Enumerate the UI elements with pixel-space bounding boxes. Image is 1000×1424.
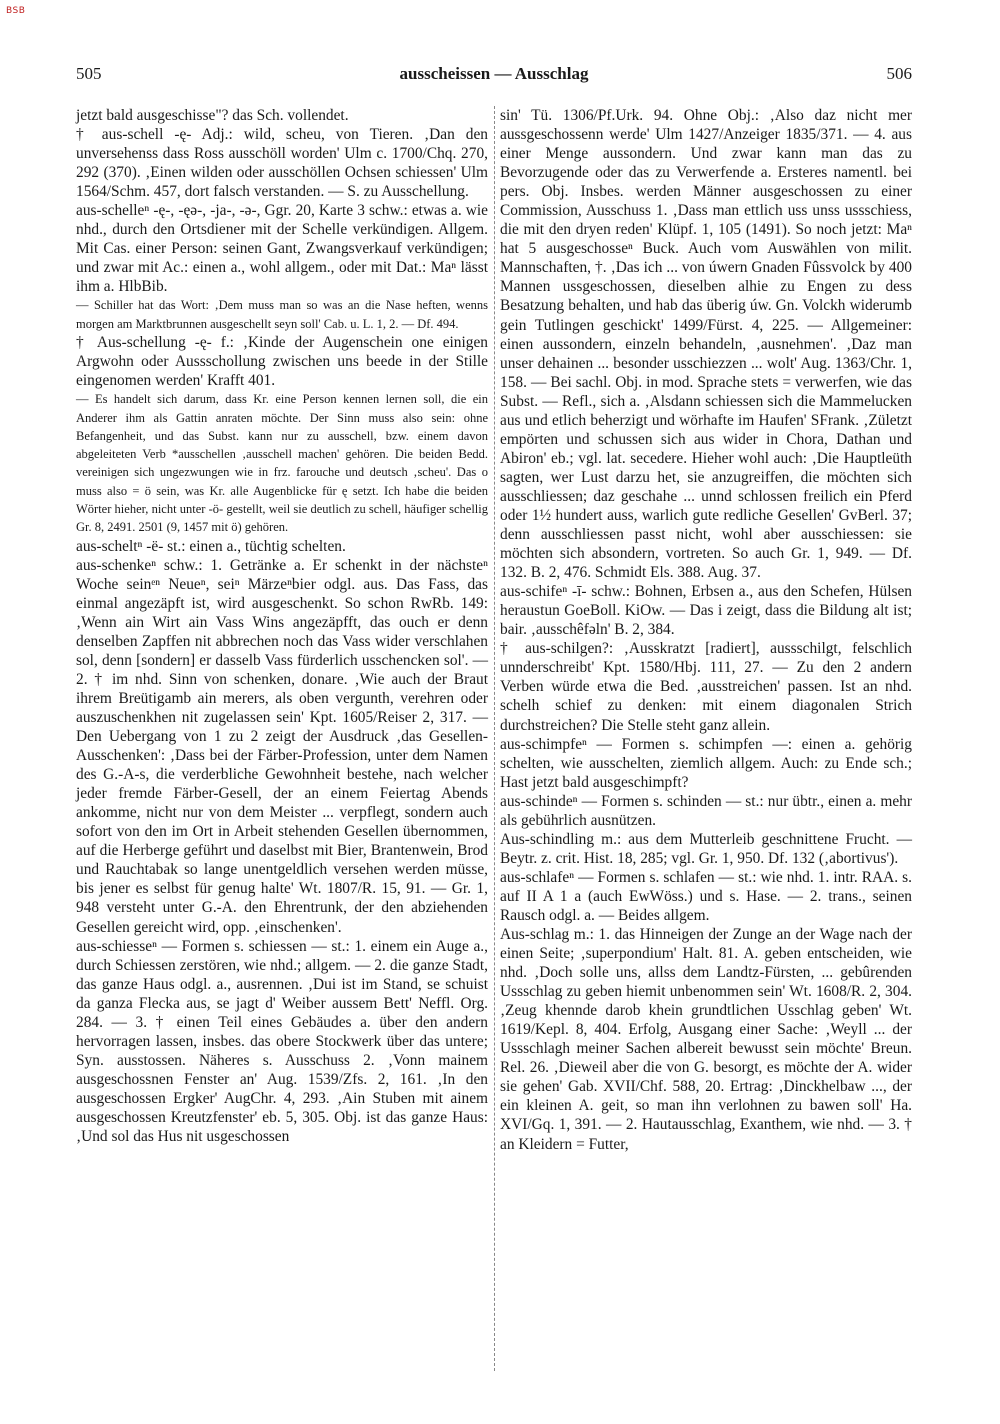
right-column <box>500 106 912 1154</box>
page-header <box>76 64 912 86</box>
entry-ausschelten: aus-scheltⁿ -ë- st.: einen a., tüchtig schelten. <box>76 537 346 555</box>
library-stamp: BSB <box>6 6 26 16</box>
entry-ausschifen: aus-schifeⁿ -ī- schw.: Bohnen, Erbsen a., aus den Schefen, Hülsen heraustun GoeBoll. KiOw. — Das i zeigt, dass die Bildung alt ist; bair. ‚ausschêfəln' B. 2, 384. <box>500 583 912 639</box>
column-divider <box>494 106 495 1371</box>
running-title: ausscheissen — Ausschlag <box>399 64 589 83</box>
entry-ausschimpfen: aus-schimpfeⁿ — Formen s. schimpfen —: einen a. gehörig schelten, wie ausschelten, ziemlich allgem. Auch: zu Ende sch.; Hast jetzt bald ausgeschimpft? <box>500 735 912 791</box>
entry-ausschenken: aus-schenkeⁿ schw.: 1. Getränke a. Er schenkt in der nächsteⁿ Woche seinᵉⁿ Neueⁿ, seiⁿ Märzeⁿbier odgl. aus. Das Fass, das einmal angezäpft ist, wird ausgeschenkt. So schon RwRb. 149: ‚Wenn ain Wirt ain Vass Wins angezäpfft, das ouch er denn denselben Zapffen nit abbrechen noch das Vass wider verschlahen sol, denn [sondern] er dasselb Vass fürderlich usschencken sol'. — 2. † im nhd. Sinn von schenken, donare. ‚Wie auch der Braut ihrem Breütigamb ain merers, als oben vergunth, verehren oder auszuschenkhen nit zugelassen sein' Kpt. 1605/Reiser 2, 317. — Den Uebergang von 1 zu 2 zeigt der Ausdruck ‚das Gesellen-Ausschenken': ‚Dass bei der Färber-Profession, unter dem Namen des G.-A-s, die verderbliche Gewohnheit bestehe, nach welcher jeder fremde Färber-Gesell, der an einem Feiertag Abends ankomme, nicht nur von dem Meister ... verpflegt, sondern auch sofort von den im Ort in Arbeit stehenden Gesellen übernommen, auf die Herberge geführt und daselbst mit Bier, Brantenwein, Brod und Rauchtabak so lange unentgeldlich versehen werden müsse, bis jener es selbst für genug halte' Wt. 1807/R. 15, 91. — Gr. 1, 948 versteht unter G.-A. den Ehrentrunk, der den abziehenden Gesellen gereicht wird, opp. ‚einschenken'. <box>76 556 488 936</box>
entry-ausschindling: Aus-schindling m.: aus dem Mutterleib geschnittene Frucht. — Beytr. z. crit. Hist. 18, 285; vgl. Gr. 1, 950. Df. 132 (‚abortivus'). <box>500 830 912 867</box>
entry-ausschell: † aus-schell -ę- Adj.: wild, scheu, von Tieren. ‚Dan den unversehenss dass Ross ausschöll worden' Ulm c. 1700/Chq. 270, 292 (370). ‚Einen wilden oder ausschöllen Ochsen schiessen' Ulm 1564/Schm. 457, dort falsch verstanden. — S. zu Ausschellung. <box>76 126 488 201</box>
entry-fragment: jetzt bald ausgeschisse"? das Sch. vollendet. <box>76 107 349 124</box>
page-number-right: 506 <box>886 64 912 83</box>
entry-ausschiessen: aus-schiesseⁿ — Formen s. schiessen — st.: 1. einem ein Auge a., durch Schiessen zerstören, wie nhd.; allgem. — 2. die ganze Stadt, das ganze Haus odgl. a., ausrennen. ‚Dui ist im Stand, se schuist da ganza Flecka aus, se jagt d' Weiber aussem Bett' Neffl. Org. 284. — 3. † einen Teil eines Gebäudes a. über den andern hervorragen lassen, insbes. das obere Stockwerk über das untere; Syn. ausstossen. Näheres s. Ausschuss 2. ‚Vonn mainem ausgeschossnen Fenster an' Aug. 1539/Zfs. 2, 161. ‚In den ausgeschossen Ergker' AugChr. 4, 293. ‚Ain Stuben mit ainem ausgeschossen Kreutzfenster' eb. 5, 305. Obj. ist das ganze Haus: ‚Und sol das Hus nit usgeschossen <box>76 937 488 1146</box>
note-ausschellen: — Schiller hat das Wort: ‚Dem muss man so was an die Nase heften, wenns morgen am Marktbrunnen ausgeschellt seyn soll' Cab. u. L. 1, 2. — Df. 494. <box>76 298 488 331</box>
entry-ausschellung: † Aus-schellung -ę- f.: ‚Kinde der Augenschein one einigen Argwohn oder Aussschollung zwischen uns beede in der Stille eingenomen werden' Krafft 401. <box>76 334 488 390</box>
entry-ausschlag: Aus-schlag m.: 1. das Hinneigen der Zunge an der Wage nach der einen Seite; ‚superpondium' Halt. 81. A. geben entscheiden, wie nhd. ‚Doch solle uns, allss dem Landtz-Fürsten, ... gebûrenden Ussschlag zu geben hiemit unbenommen sein' Wt. 1608/R. 2, 304. ‚Zeug khennde darob khein grundtlichen Usschlag geben' Wt. 1619/Kepl. 8, 404. Erfolg, Ausgang einer Sache: ‚Weyll ... der Ussschlagh meiner Sachen albereit bewusst sein möchte' Breun. Rel. 26. ‚Dieweil aber die von G. besorgt, es möchte der A. wider sie gehen' Gab. XVII/Chf. 588, 20. Ertrag: ‚Dinckhelbaw ..., der ein kleinen A. geit, so man ihn verlohnen zu bawen soll' Ha. XVI/Gq. 1, 391. — 2. Hautausschlag, Exanthem, wie nhd. — 3. † an Kleidern = Futter, <box>500 926 912 1153</box>
entry-ausschilgen: † aus-schilgen?: ‚Ausskratzt [radiert], aussschilgt, felschlich unnderschreibt' Kpt. 1580/Hbj. 111, 27. — Zu den 2 andern Verben würde etwa die Bed. ‚ausstreichen' passen. Ist an nhd. schelh schief zu denken: mit einem diagonalen Strich durchstreichen? Die Stelle steht ganz allein. <box>500 640 912 734</box>
page-number-left: 505 <box>76 64 102 83</box>
note-ausschellung: — Es handelt sich darum, dass Kr. eine Person kennen lernen soll, die ein Anderer ihm als Gattin anraten möchte. Der Sinn muss also sein: ohne Befangenheit, und das Subst. kann nur zu ausschell, bzw. einem davon abgeleiteten Verb *ausschellen ‚ausschell machen' gehören. Die beiden Bedd. vereinigen sich ungezwungen wie in frz. farouche und deutsch ‚scheu'. Das o muss also = ö sein, was Kr. alle Augenblicke für ę setzt. Ich habe die beiden Wörter hieher, nicht unter -ö- gestellt, weil sie deutlich zu schell, häufiger schellig Gr. 8, 2491. 2501 (9, 1457 mit ö) gehören. <box>76 392 488 535</box>
entry-ausschlafen: aus-schlafeⁿ — Formen s. schlafen — st.: wie nhd. 1. intr. RAA. s. auf II A 1 a (auch EwWöss.) und s. Hase. — 2. trans., seinen Rausch odgl. a. — Beides allgem. <box>500 868 912 924</box>
entry-ausschinden: aus-schindeⁿ — Formen s. schinden — st.: nur übtr., einen a. mehr als gebührlich ausnützen. <box>500 792 912 829</box>
entry-ausschiessen-cont: sin' Tü. 1306/Pf.Urk. 94. Ohne Obj.: ‚Also daz nicht mer aussgeschossenn werde' Ulm 1427/Anzeiger 1835/371. — 4. aus einer Menge aussondern. Und zwar kann man das zu Bevorzugende oder das zu Verwerfende a. Ersteres namentl. bei pers. Obj. Insbes. werden Männer ausgeschossen zu einer Commission, Ausschuss 1. ‚Dass man ettlich uss unss ussschiess, die mit den dryen reden' Klüpf. 1, 105 (1491). So noch jetzt: Maⁿ hat 5 ausgeschosseⁿ Buck. Auch vom Auswählen von milit. Mannschaften, †. ‚Das ich ... von úwern Gnaden Fûssvolck by 400 Mannen ussgeschossen, dieselben alhie zu Engen zu dess Besatzung behalten, und hab das überig úw. Gn. Volckh widerumb gein Tutlingen geschickt' 1499/Fürst. 4, 225. — Allgemeiner: einen aussondern, einzeln behandeln, ‚ausnehmen'. ‚Daz man unser dehainen ... besonder usschiezzen ... wolt' Aug. 1363/Chr. 1, 158. — Bei sachl. Obj. in mod. Sprache stets = verwerfen, wie das Subst. — Refl., sich a. ‚Alsdann schiessen sich die Mammelucken aus und etlich beherzigt und wörhafte im Haufen' SFrank. ‚Zületzt empörten und schussen sich aus wider in Chora, Dathan und Abiron' eb.; vgl. lat. secedere. Hieher wohl auch: ‚Die Hauptleüth sagten, wer Lust darzu het, sie anzugreiffen, die möchten sich ausschliessen; daz geschahe ... unnd schlossen freilich ein Pferd oder 1½ hundert auss, warlich gute redliche Gesellen' GvBerl. 37; denn ausschliessen passt nicht, wohl aber ausschiessen: sie möchten sich absondern, vortreten. So auch Gr. 1, 949. — Df. 132. B. 2, 476. Schmidt Els. 388. Aug. 37. <box>500 107 912 582</box>
left-column <box>76 106 488 1146</box>
entry-ausschellen: aus-schelleⁿ -ę-, -ęə-, -ja-, -ə-, Ggr. 20, Karte 3 schw.: etwas a. wie nhd., durch den Ortsdiener mit der Schelle verkündigen. Allgem. Mit Cas. einer Person: seinen Gant, Zwangsverkauf verkündigen; und zwar mit Ac.: einen a., wohl allgem., oder mit Dat.: Maⁿ lässt ihm a. HlbBib. <box>76 202 488 296</box>
